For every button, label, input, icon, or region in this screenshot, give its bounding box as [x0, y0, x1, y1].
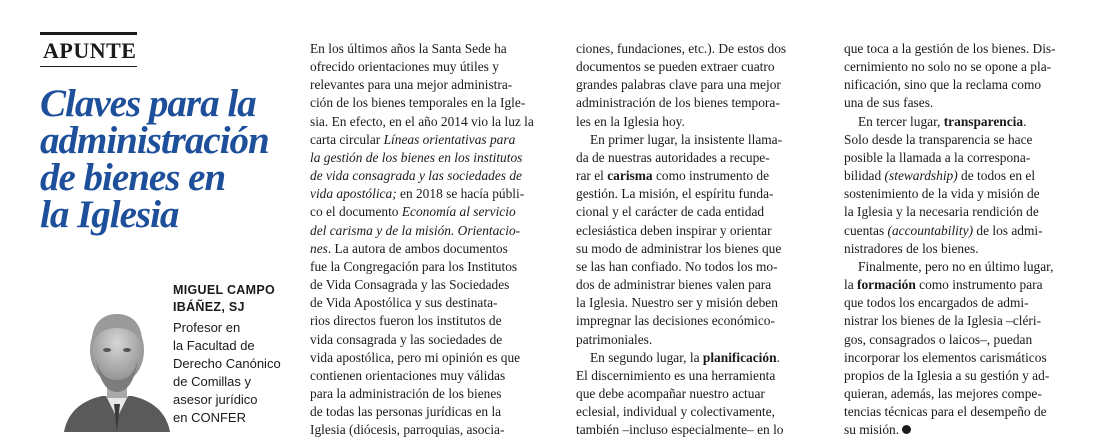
text-line: ofrecido orientaciones muy útiles y	[310, 59, 499, 75]
section-tag: APUNTE	[40, 32, 137, 67]
text-line: que todos los encargados de admi-	[844, 295, 1029, 311]
text-line: vida apostólica; en 2018 se hacía públi-	[310, 186, 525, 202]
text-line: de Vida Consagrada y las Sociedades	[310, 277, 510, 293]
text-line: nistradores de los bienes.	[844, 240, 979, 256]
text-line: ciones, fundaciones, etc.). De estos dos	[576, 41, 787, 56]
text-line: ción de los bienes temporales en la Igle-	[310, 95, 526, 111]
text-line: también –incluso especialmente– en lo	[576, 422, 784, 438]
text-line: cuentas (accountability) de los admi-	[844, 222, 1043, 238]
text-line: fue la Congregación para los Institutos	[310, 258, 518, 274]
text-line: dos de administrar bienes valen para	[576, 277, 772, 293]
text-line: vida consagrada y las sociedades de	[310, 331, 503, 347]
text-line: rar el carisma como instrumento de	[576, 168, 770, 184]
text-line: Solo desde la transparencia se hace	[844, 131, 1033, 147]
end-bullet-icon	[902, 425, 911, 434]
text-line: sostenimiento de la vida y misión de	[844, 186, 1040, 202]
text-line: Iglesia (diócesis, parroquias, asocia-	[310, 422, 505, 438]
text-line: les en la Iglesia hoy.	[576, 113, 685, 129]
text-line: la Iglesia y la necesaria rendición de	[844, 204, 1039, 220]
body-column-1	[310, 40, 562, 439]
text-line: tencias técnicas para el desempeño de	[844, 404, 1047, 420]
text-line: documentos se pueden extraer cuatro	[576, 59, 775, 75]
article-header	[40, 32, 290, 432]
author-name: MIGUEL CAMPO IBÁÑEZ, SJ	[173, 283, 275, 314]
text-line: su misión.	[844, 421, 1096, 439]
text-line: de todas las personas jurídicas en la	[310, 404, 502, 420]
text-line: El discernimiento es una herramienta	[576, 367, 776, 383]
text-line: cernimiento no solo no se opone a pla-	[844, 59, 1052, 75]
text-line: eclesial, individual y colectivamente,	[576, 404, 775, 420]
author-photo	[62, 300, 172, 432]
text-line: cional y el carácter de cada entidad	[576, 204, 765, 220]
text-line: rios directos fueron los institutos de	[310, 313, 502, 329]
text-line: sia. En efecto, en el año 2014 vio la luz la	[310, 113, 534, 129]
text-line: la gestión de los bienes en los institutos	[310, 149, 523, 165]
text-line: En los últimos años la Santa Sede ha	[310, 41, 507, 56]
text-line: incorporar los elementos carismáticos	[844, 349, 1047, 365]
text-line: En tercer lugar, transparencia.	[858, 113, 1027, 129]
text-line: para la administración de los bienes	[310, 385, 502, 401]
text-line: de vida consagrada y las sociedades de	[310, 168, 522, 184]
text-line: nistrar los bienes de la Iglesia –cléri-	[844, 313, 1042, 329]
text-line: contienen orientaciones muy válidas	[310, 367, 506, 383]
text-line: su modo de administrar los bienes que	[576, 240, 782, 256]
text-line: Finalmente, pero no en último lugar,	[858, 258, 1054, 274]
text-line: la formación como instrumento para	[844, 277, 1043, 293]
author-byline	[173, 282, 291, 427]
text-line: co el documento Economía al servicio	[310, 204, 516, 220]
body-column-3	[844, 40, 1096, 439]
text-line: eclesiástica deben inspirar y orientar	[576, 222, 772, 238]
text-line: vida apostólica, pero mi opinión es que	[310, 349, 521, 365]
text-line: la Iglesia. Nuestro ser y misión deben	[576, 295, 778, 311]
text-line: del carisma y de la misión. Orientacio-	[310, 222, 521, 238]
text-line: posible la llamada a la correspona-	[844, 149, 1031, 165]
text-line: bilidad (stewardship) de todos en el	[844, 168, 1036, 184]
body-column-2	[576, 40, 830, 439]
headline: Claves para la administración de bienes en la Iglesia	[40, 82, 269, 236]
text-line: de Vida Apostólica y sus destinata-	[310, 295, 498, 311]
text-line: que toca a la gestión de los bienes. Dis-	[844, 41, 1056, 56]
text-line: grandes palabras clave para una mejor	[576, 77, 781, 93]
text-line: administración de los bienes tempora-	[576, 95, 780, 111]
text-line: que debe acompañar nuestro actuar	[576, 385, 765, 401]
text-line: patrimoniales.	[576, 331, 653, 347]
text-line: da de nuestras autoridades a recupe-	[576, 149, 770, 165]
author-role: Profesor en la Facultad de Derecho Canónico de Comillas y asesor jurídico en CONFER	[173, 320, 281, 425]
text-line: propios de la Iglesia a su gestión y ad-	[844, 367, 1050, 383]
text-line: carta circular Líneas orientativas para	[310, 131, 516, 147]
text-line: quieran, además, las mejores compe-	[844, 385, 1042, 401]
text-line: nificación, sino que la reclama como	[844, 77, 1042, 93]
text-line: gestión. La misión, el espíritu funda-	[576, 186, 774, 202]
text-line: impregnar las decisiones económico-	[576, 313, 775, 329]
text-line: gos, consagrados o laicos–, puedan	[844, 331, 1033, 347]
text-line: se las han confiado. No todos los mo-	[576, 258, 778, 274]
text-line: nes. La autora de ambos documentos	[310, 240, 508, 256]
text-line: En segundo lugar, la planificación.	[590, 349, 780, 365]
text-line: En primer lugar, la insistente llama-	[590, 131, 783, 147]
text-line: una de sus fases.	[844, 95, 934, 111]
text-line: relevantes para una mejor administra-	[310, 77, 513, 93]
